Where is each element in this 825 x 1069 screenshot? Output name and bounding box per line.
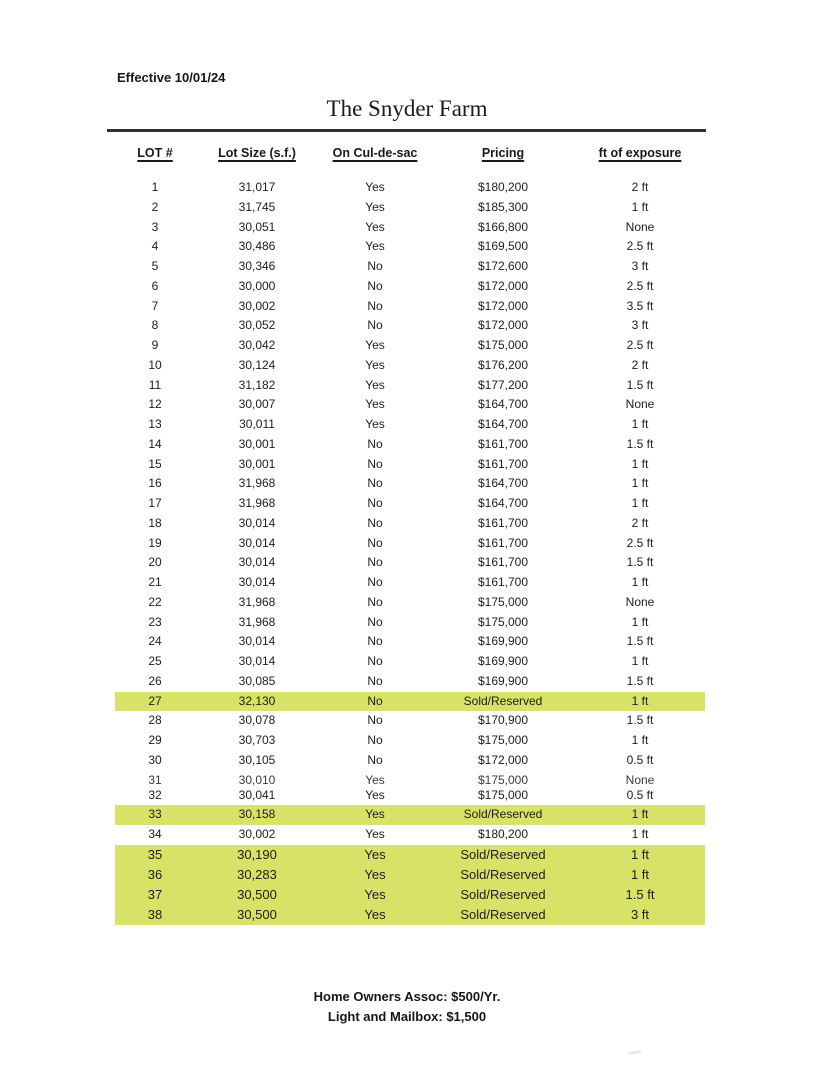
column-header-culdesac: On Cul-de-sac	[332, 146, 418, 160]
cell-lot-number: 2	[151, 199, 159, 214]
cell-lot-number: 1	[151, 180, 159, 194]
cell-culdesac: No	[367, 575, 383, 589]
cell-culdesac: No	[367, 496, 383, 510]
cell-lot-number: 3	[151, 219, 159, 234]
cell-exposure: 1.5 ft	[626, 673, 654, 688]
cell-culdesac: Yes	[365, 807, 385, 822]
cell-lot-number: 33	[148, 807, 162, 822]
cell-pricing: Sold/Reserved	[460, 866, 546, 882]
table-row	[115, 786, 705, 806]
cell-exposure: None	[625, 397, 655, 412]
cell-lot-number: 38	[147, 906, 163, 922]
cell-pricing: $164,700	[477, 496, 529, 510]
table-row	[115, 672, 705, 692]
cell-lot-number: 35	[147, 846, 163, 862]
cell-exposure: 1 ft	[630, 866, 650, 882]
cell-pricing: $180,200	[477, 827, 529, 841]
table-row	[115, 277, 705, 297]
table-row	[115, 805, 705, 825]
cell-exposure: 1 ft	[631, 827, 649, 841]
cell-lot-size: 30,041	[238, 787, 276, 802]
cell-lot-size: 31,968	[238, 614, 276, 629]
cell-exposure: 2 ft	[631, 180, 649, 194]
cell-lot-size: 30,001	[238, 456, 276, 471]
cell-exposure: 2 ft	[631, 515, 649, 530]
cell-culdesac: No	[367, 278, 383, 293]
cell-exposure: 2 ft	[631, 357, 649, 372]
cell-lot-size: 30,002	[238, 827, 276, 841]
cell-culdesac: No	[367, 654, 383, 668]
cell-lot-number: 8	[151, 318, 159, 333]
cell-culdesac: Yes	[364, 886, 386, 902]
cell-pricing: $161,700	[477, 555, 529, 570]
cell-lot-size: 30,010	[238, 772, 276, 786]
cell-culdesac: No	[367, 515, 383, 530]
cell-pricing: Sold/Reserved	[463, 807, 543, 822]
table-row	[115, 455, 705, 475]
cell-lot-number: 27	[148, 693, 162, 708]
table-row	[115, 692, 705, 712]
table-row	[115, 573, 705, 593]
cell-exposure: 2.5 ft	[626, 338, 654, 352]
column-header-pricing: Pricing	[481, 146, 525, 160]
cell-lot-number: 30	[148, 752, 162, 767]
cell-culdesac: Yes	[365, 239, 385, 254]
cell-culdesac: Yes	[365, 377, 385, 392]
cell-culdesac: No	[367, 614, 383, 629]
cell-exposure: 1 ft	[631, 575, 649, 589]
cell-exposure: None	[625, 594, 655, 609]
cell-pricing: $176,200	[477, 357, 529, 372]
table-row	[115, 553, 705, 573]
cell-pricing: $161,700	[477, 436, 529, 451]
table-row	[115, 474, 705, 494]
table-row	[115, 395, 705, 415]
cell-lot-number: 16	[148, 476, 162, 491]
cell-culdesac: Yes	[364, 846, 386, 862]
cell-lot-number: 15	[148, 456, 162, 471]
cell-lot-size: 31,968	[238, 594, 276, 609]
table-row	[115, 435, 705, 455]
cell-culdesac: No	[367, 752, 383, 767]
cell-lot-number: 28	[148, 713, 162, 728]
table-header-row	[115, 146, 705, 160]
cell-lot-number: 14	[148, 436, 162, 451]
cell-pricing: Sold/Reserved	[460, 886, 546, 902]
cell-pricing: $175,000	[477, 772, 529, 786]
cell-exposure: 3.5 ft	[626, 298, 654, 313]
table-row	[115, 178, 705, 198]
cell-lot-number: 21	[148, 575, 162, 589]
cell-culdesac: Yes	[365, 180, 385, 194]
cell-exposure: None	[625, 219, 655, 234]
cell-pricing: $175,000	[477, 733, 529, 747]
cell-lot-number: 10	[148, 357, 162, 372]
cell-exposure: 0.5 ft	[626, 787, 654, 802]
cell-pricing: Sold/Reserved	[460, 906, 546, 922]
table-row	[115, 356, 705, 376]
table-row	[115, 885, 705, 905]
cell-pricing: $177,200	[477, 377, 529, 392]
cell-pricing: $166,800	[477, 219, 529, 234]
cell-exposure: 2.5 ft	[626, 239, 654, 254]
cell-pricing: $172,000	[477, 318, 529, 333]
document-title: The Snyder Farm	[326, 96, 488, 121]
cell-lot-number: 19	[148, 535, 162, 550]
cell-pricing: $175,000	[477, 338, 529, 352]
cell-lot-size: 31,745	[238, 199, 276, 214]
cell-culdesac: Yes	[364, 906, 386, 922]
cell-lot-number: 9	[151, 338, 159, 352]
cell-exposure: 1 ft	[631, 496, 649, 510]
cell-culdesac: No	[367, 259, 383, 273]
footer-light-mailbox-line: Light and Mailbox: $1,500	[327, 1008, 487, 1024]
cell-exposure: 1.5 ft	[626, 634, 654, 649]
cell-pricing: $161,700	[477, 515, 529, 530]
cell-lot-size: 30,486	[238, 239, 276, 254]
cell-lot-number: 20	[148, 555, 162, 570]
cell-lot-size: 30,500	[237, 886, 277, 902]
table-row	[115, 751, 705, 771]
cell-exposure: 1.5 ft	[626, 713, 654, 728]
cell-culdesac: No	[367, 594, 383, 609]
cell-culdesac: No	[367, 555, 383, 570]
cell-culdesac: Yes	[364, 866, 386, 882]
cell-lot-number: 24	[148, 634, 162, 649]
cell-exposure: 1 ft	[631, 807, 649, 822]
cell-culdesac: Yes	[365, 772, 385, 786]
cell-culdesac: No	[367, 713, 383, 728]
cell-lot-size: 30,051	[238, 219, 276, 234]
cell-culdesac: No	[367, 456, 383, 471]
cell-pricing: $175,000	[477, 614, 529, 629]
cell-lot-number: 18	[148, 515, 162, 530]
cell-exposure: 0.5 ft	[626, 752, 654, 767]
cell-exposure: 2.5 ft	[626, 535, 654, 550]
cell-pricing: $170,900	[477, 713, 529, 728]
cell-culdesac: No	[367, 298, 383, 313]
table-row	[115, 198, 705, 218]
table-row	[115, 415, 705, 435]
cell-pricing: $164,700	[477, 417, 529, 431]
cell-exposure: 1 ft	[631, 456, 649, 471]
cell-culdesac: No	[367, 436, 383, 451]
cell-lot-number: 4	[151, 239, 159, 254]
table-row	[115, 297, 705, 317]
cell-lot-number: 32	[148, 787, 162, 802]
cell-culdesac: Yes	[365, 827, 385, 841]
cell-exposure: 1 ft	[631, 654, 649, 668]
column-header-exposure: ft of exposure	[598, 146, 682, 160]
cell-pricing: Sold/Reserved	[463, 693, 543, 708]
cell-lot-number: 31	[148, 772, 162, 786]
table-body	[115, 178, 705, 925]
cell-pricing: $169,900	[477, 673, 529, 688]
cell-lot-size: 30,703	[238, 733, 276, 747]
cell-exposure: 1 ft	[631, 476, 649, 491]
cell-exposure: 1 ft	[631, 199, 649, 214]
table-row	[115, 257, 705, 277]
cell-culdesac: No	[367, 318, 383, 333]
effective-date-label: Effective 10/01/24	[117, 70, 226, 85]
cell-lot-size: 30,283	[237, 866, 277, 882]
cell-lot-size: 30,346	[238, 259, 276, 273]
cell-pricing: $164,700	[477, 397, 529, 412]
table-row	[115, 845, 705, 865]
table-row	[115, 514, 705, 534]
cell-pricing: $164,700	[477, 476, 529, 491]
cell-exposure: 3 ft	[631, 318, 649, 333]
table-row	[115, 731, 705, 751]
table-row	[115, 613, 705, 633]
cell-lot-size: 30,001	[238, 436, 276, 451]
cell-lot-size: 30,014	[238, 575, 276, 589]
cell-lot-number: 34	[148, 827, 162, 841]
cell-lot-size: 30,105	[238, 752, 276, 767]
cell-pricing: $175,000	[477, 594, 529, 609]
cell-pricing: Sold/Reserved	[460, 846, 546, 862]
cell-pricing: $169,500	[477, 239, 529, 254]
cell-lot-number: 25	[148, 654, 162, 668]
cell-pricing: $169,900	[477, 654, 529, 668]
cell-pricing: $161,700	[477, 575, 529, 589]
cell-lot-size: 30,014	[238, 535, 276, 550]
cell-pricing: $172,000	[477, 298, 529, 313]
table-row	[115, 771, 705, 786]
column-header-lot: LOT #	[137, 146, 173, 160]
table-row	[115, 825, 705, 845]
cell-culdesac: Yes	[365, 397, 385, 412]
cell-lot-size: 30,158	[238, 807, 276, 822]
cell-lot-number: 36	[147, 866, 163, 882]
cell-exposure: 1.5 ft	[626, 555, 654, 570]
cell-culdesac: No	[367, 733, 383, 747]
cell-lot-number: 5	[151, 259, 159, 273]
cell-lot-size: 31,968	[238, 476, 276, 491]
cell-lot-size: 30,000	[238, 278, 276, 293]
cell-culdesac: No	[367, 673, 383, 688]
cell-exposure: 1.5 ft	[625, 886, 655, 902]
cell-exposure: 1 ft	[631, 733, 649, 747]
cell-lot-number: 29	[148, 733, 162, 747]
cell-pricing: $180,200	[477, 180, 529, 194]
cell-lot-size: 30,014	[238, 515, 276, 530]
cell-exposure: None	[625, 772, 655, 786]
cell-pricing: $185,300	[477, 199, 529, 214]
cell-lot-number: 37	[147, 886, 163, 902]
cell-lot-size: 31,182	[238, 377, 276, 392]
cell-culdesac: No	[367, 535, 383, 550]
cell-exposure: 1.5 ft	[626, 436, 654, 451]
table-row	[115, 652, 705, 672]
cell-pricing: $172,000	[477, 278, 529, 293]
cell-lot-number: 17	[148, 496, 162, 510]
cell-lot-size: 32,130	[238, 693, 276, 708]
table-row	[115, 336, 705, 356]
cell-lot-size: 30,078	[238, 713, 276, 728]
cell-culdesac: No	[367, 634, 383, 649]
cell-pricing: $169,900	[477, 634, 529, 649]
cell-lot-size: 30,011	[239, 417, 275, 431]
cell-exposure: 3 ft	[631, 259, 649, 273]
footer-hoa-line: Home Owners Assoc: $500/Yr.	[313, 989, 501, 1004]
cell-lot-size: 30,190	[237, 846, 277, 862]
cell-lot-size: 30,007	[238, 397, 276, 412]
cell-lot-size: 30,014	[238, 555, 276, 570]
cell-culdesac: Yes	[365, 417, 385, 431]
footer-notes	[107, 987, 707, 1026]
cell-lot-size: 31,017	[238, 180, 276, 194]
table-row	[115, 376, 705, 396]
table-row	[115, 218, 705, 238]
cell-lot-size: 30,042	[238, 338, 276, 352]
cell-exposure: 1 ft	[631, 693, 649, 708]
cell-lot-number: 11	[148, 377, 162, 392]
cell-exposure: 1 ft	[631, 614, 649, 629]
cell-exposure: 1.5 ft	[626, 377, 654, 392]
cell-lot-size: 30,052	[238, 318, 276, 333]
cell-pricing: $175,000	[477, 787, 529, 802]
cell-culdesac: Yes	[365, 357, 385, 372]
table-row	[115, 316, 705, 336]
table-row	[115, 534, 705, 554]
cell-lot-size: 30,124	[238, 357, 276, 372]
cell-lot-size: 30,014	[238, 654, 276, 668]
scan-artifact-mark	[628, 1050, 641, 1054]
cell-lot-size: 30,085	[238, 673, 276, 688]
cell-lot-number: 23	[148, 614, 162, 629]
cell-exposure: 1 ft	[630, 846, 650, 862]
cell-exposure: 2.5 ft	[626, 278, 654, 293]
table-row	[115, 494, 705, 514]
cell-lot-number: 6	[151, 278, 159, 293]
cell-pricing: $161,700	[477, 535, 529, 550]
table-row	[115, 632, 705, 652]
cell-lot-size: 30,002	[238, 298, 276, 313]
cell-culdesac: Yes	[365, 338, 385, 352]
cell-culdesac: No	[367, 693, 383, 708]
cell-lot-number: 13	[148, 417, 162, 431]
cell-culdesac: Yes	[365, 787, 385, 802]
table-row	[115, 711, 705, 731]
cell-pricing: $172,000	[477, 752, 529, 767]
column-header-lot-size: Lot Size (s.f.)	[218, 146, 296, 160]
cell-lot-size: 31,968	[238, 496, 276, 510]
cell-pricing: $172,600	[477, 259, 529, 273]
cell-lot-size: 30,500	[237, 906, 277, 922]
cell-lot-size: 30,014	[238, 634, 276, 649]
cell-exposure: 1 ft	[631, 417, 649, 431]
cell-lot-number: 12	[148, 397, 162, 412]
header-rule	[107, 129, 706, 132]
cell-lot-number: 26	[148, 673, 162, 688]
cell-lot-number: 7	[151, 298, 159, 313]
cell-pricing: $161,700	[477, 456, 529, 471]
table-row	[115, 237, 705, 257]
table-row	[115, 593, 705, 613]
table-row	[115, 905, 705, 925]
table-row	[115, 865, 705, 885]
cell-culdesac: No	[367, 476, 383, 491]
cell-lot-number: 22	[148, 594, 162, 609]
cell-exposure: 3 ft	[630, 906, 650, 922]
cell-culdesac: Yes	[365, 219, 385, 234]
cell-culdesac: Yes	[365, 199, 385, 214]
